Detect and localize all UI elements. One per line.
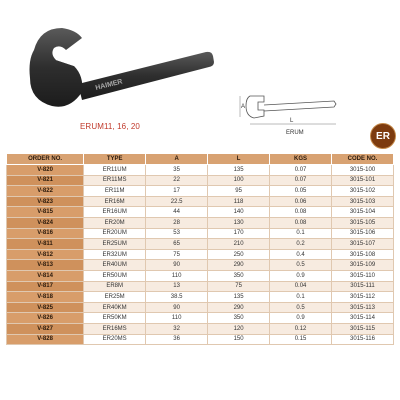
kgs-cell: 0.08 — [270, 217, 332, 228]
type-cell: ER50UM — [84, 270, 146, 281]
code-no-cell: 3015-107 — [332, 239, 394, 250]
a-cell: 32 — [146, 323, 208, 334]
order-no-cell: V-821 — [7, 175, 84, 186]
l-cell: 140 — [208, 207, 270, 218]
table-row — [7, 313, 394, 324]
table-row — [7, 207, 394, 218]
table-row — [7, 270, 394, 281]
type-cell: ER32UM — [84, 249, 146, 260]
product-header-area — [0, 0, 400, 148]
l-cell: 250 — [208, 249, 270, 260]
type-cell: ER40UM — [84, 260, 146, 271]
kgs-cell: 0.1 — [270, 292, 332, 303]
table-row — [7, 239, 394, 250]
table-row — [7, 186, 394, 197]
a-cell: 22 — [146, 175, 208, 186]
kgs-cell: 0.9 — [270, 270, 332, 281]
code-no-cell: 3015-116 — [332, 334, 394, 345]
type-cell: ER11MS — [84, 175, 146, 186]
l-cell: 350 — [208, 313, 270, 324]
kgs-cell: 0.04 — [270, 281, 332, 292]
order-no-cell: V-817 — [7, 281, 84, 292]
wrench-brand-mark: HAIMER — [94, 78, 124, 92]
type-header: TYPE — [84, 154, 146, 165]
kgs-cell: 0.07 — [270, 175, 332, 186]
type-cell: ER16MS — [84, 323, 146, 334]
order-no-cell: V-818 — [7, 292, 84, 303]
code-no-cell: 3015-109 — [332, 260, 394, 271]
l-cell: 135 — [208, 292, 270, 303]
kgs-cell: 0.4 — [270, 249, 332, 260]
kgs-cell: 0.2 — [270, 239, 332, 250]
code-no-cell: 3015-105 — [332, 217, 394, 228]
order-no-cell: V-811 — [7, 239, 84, 250]
order-no-cell: V-813 — [7, 260, 84, 271]
l-cell: 95 — [208, 186, 270, 197]
code-no-cell: 3015-110 — [332, 270, 394, 281]
kgs-cell: 0.12 — [270, 323, 332, 334]
code-no-cell: 3015-112 — [332, 292, 394, 303]
kgs-cell: 0.07 — [270, 165, 332, 176]
spec-table — [6, 153, 394, 345]
dim-a-label: A — [241, 104, 246, 110]
l-header: L — [208, 154, 270, 165]
code-no-cell: 3015-106 — [332, 228, 394, 239]
er-badge: ER — [370, 123, 396, 149]
code-no-cell: 3015-104 — [332, 207, 394, 218]
table-row — [7, 217, 394, 228]
a-cell: 22.5 — [146, 196, 208, 207]
type-cell: ER50KM — [84, 313, 146, 324]
table-row — [7, 228, 394, 239]
a-cell: 17 — [146, 186, 208, 197]
a-cell: 53 — [146, 228, 208, 239]
order-no-cell: V-816 — [7, 228, 84, 239]
kgs-cell: 0.08 — [270, 207, 332, 218]
kgs-cell: 0.9 — [270, 313, 332, 324]
spec-table-body — [7, 165, 394, 345]
kgs-cell: 0.1 — [270, 228, 332, 239]
l-cell: 100 — [208, 175, 270, 186]
a-cell: 75 — [146, 249, 208, 260]
type-cell: ER20MS — [84, 334, 146, 345]
kgs-cell: 0.5 — [270, 260, 332, 271]
a-header: A — [146, 154, 208, 165]
type-cell: ER20M — [84, 217, 146, 228]
l-cell: 290 — [208, 302, 270, 313]
code-no-cell: 3015-115 — [332, 323, 394, 334]
a-cell: 44 — [146, 207, 208, 218]
a-cell: 110 — [146, 270, 208, 281]
l-cell: 290 — [208, 260, 270, 271]
table-row — [7, 302, 394, 313]
code-no-cell: 3015-101 — [332, 175, 394, 186]
a-cell: 36 — [146, 334, 208, 345]
order-no-cell: V-814 — [7, 270, 84, 281]
table-row — [7, 165, 394, 176]
code-no-cell: 3015-108 — [332, 249, 394, 260]
dim-l-label: L — [290, 118, 294, 124]
table-row — [7, 334, 394, 345]
code-no-header: CODE NO. — [332, 154, 394, 165]
order-no-cell: V-826 — [7, 313, 84, 324]
type-cell: ER8M — [84, 281, 146, 292]
drawing-model-label: ERUM — [286, 130, 304, 136]
type-cell: ER16M — [84, 196, 146, 207]
type-cell: ER40KM — [84, 302, 146, 313]
kgs-cell: 0.06 — [270, 196, 332, 207]
l-cell: 75 — [208, 281, 270, 292]
kgs-cell: 0.05 — [270, 186, 332, 197]
table-row — [7, 175, 394, 186]
order-no-cell: V-828 — [7, 334, 84, 345]
table-row — [7, 196, 394, 207]
a-cell: 35 — [146, 165, 208, 176]
table-row — [7, 281, 394, 292]
l-cell: 130 — [208, 217, 270, 228]
order-no-cell: V-824 — [7, 217, 84, 228]
l-cell: 170 — [208, 228, 270, 239]
l-cell: 210 — [208, 239, 270, 250]
type-cell: ER25UM — [84, 239, 146, 250]
code-no-cell: 3015-114 — [332, 313, 394, 324]
l-cell: 118 — [208, 196, 270, 207]
a-cell: 13 — [146, 281, 208, 292]
l-cell: 350 — [208, 270, 270, 281]
table-row — [7, 323, 394, 334]
kgs-header: KGS — [270, 154, 332, 165]
order-no-cell: V-812 — [7, 249, 84, 260]
type-cell: ER11M — [84, 186, 146, 197]
order-no-cell: V-820 — [7, 165, 84, 176]
order-no-cell: V-823 — [7, 196, 84, 207]
type-cell: ER11UM — [84, 165, 146, 176]
code-no-cell: 3015-102 — [332, 186, 394, 197]
type-cell: ER16UM — [84, 207, 146, 218]
l-cell: 135 — [208, 165, 270, 176]
technical-drawing — [230, 86, 350, 138]
code-no-cell: 3015-103 — [332, 196, 394, 207]
table-row — [7, 260, 394, 271]
a-cell: 90 — [146, 302, 208, 313]
code-no-cell: 3015-100 — [332, 165, 394, 176]
type-cell: ER25M — [84, 292, 146, 303]
a-cell: 90 — [146, 260, 208, 271]
order-no-header: ORDER NO. — [7, 154, 84, 165]
wrench-photo — [0, 0, 230, 125]
l-cell: 150 — [208, 334, 270, 345]
table-row — [7, 292, 394, 303]
order-no-cell: V-815 — [7, 207, 84, 218]
a-cell: 28 — [146, 217, 208, 228]
a-cell: 110 — [146, 313, 208, 324]
a-cell: 38.5 — [146, 292, 208, 303]
kgs-cell: 0.15 — [270, 334, 332, 345]
table-row — [7, 249, 394, 260]
code-no-cell: 3015-113 — [332, 302, 394, 313]
order-no-cell: V-827 — [7, 323, 84, 334]
kgs-cell: 0.5 — [270, 302, 332, 313]
order-no-cell: V-822 — [7, 186, 84, 197]
a-cell: 65 — [146, 239, 208, 250]
spec-table-header-row — [7, 154, 394, 165]
order-no-cell: V-825 — [7, 302, 84, 313]
code-no-cell: 3015-111 — [332, 281, 394, 292]
product-caption: ERUM11, 16, 20 — [80, 122, 140, 131]
l-cell: 120 — [208, 323, 270, 334]
type-cell: ER20UM — [84, 228, 146, 239]
